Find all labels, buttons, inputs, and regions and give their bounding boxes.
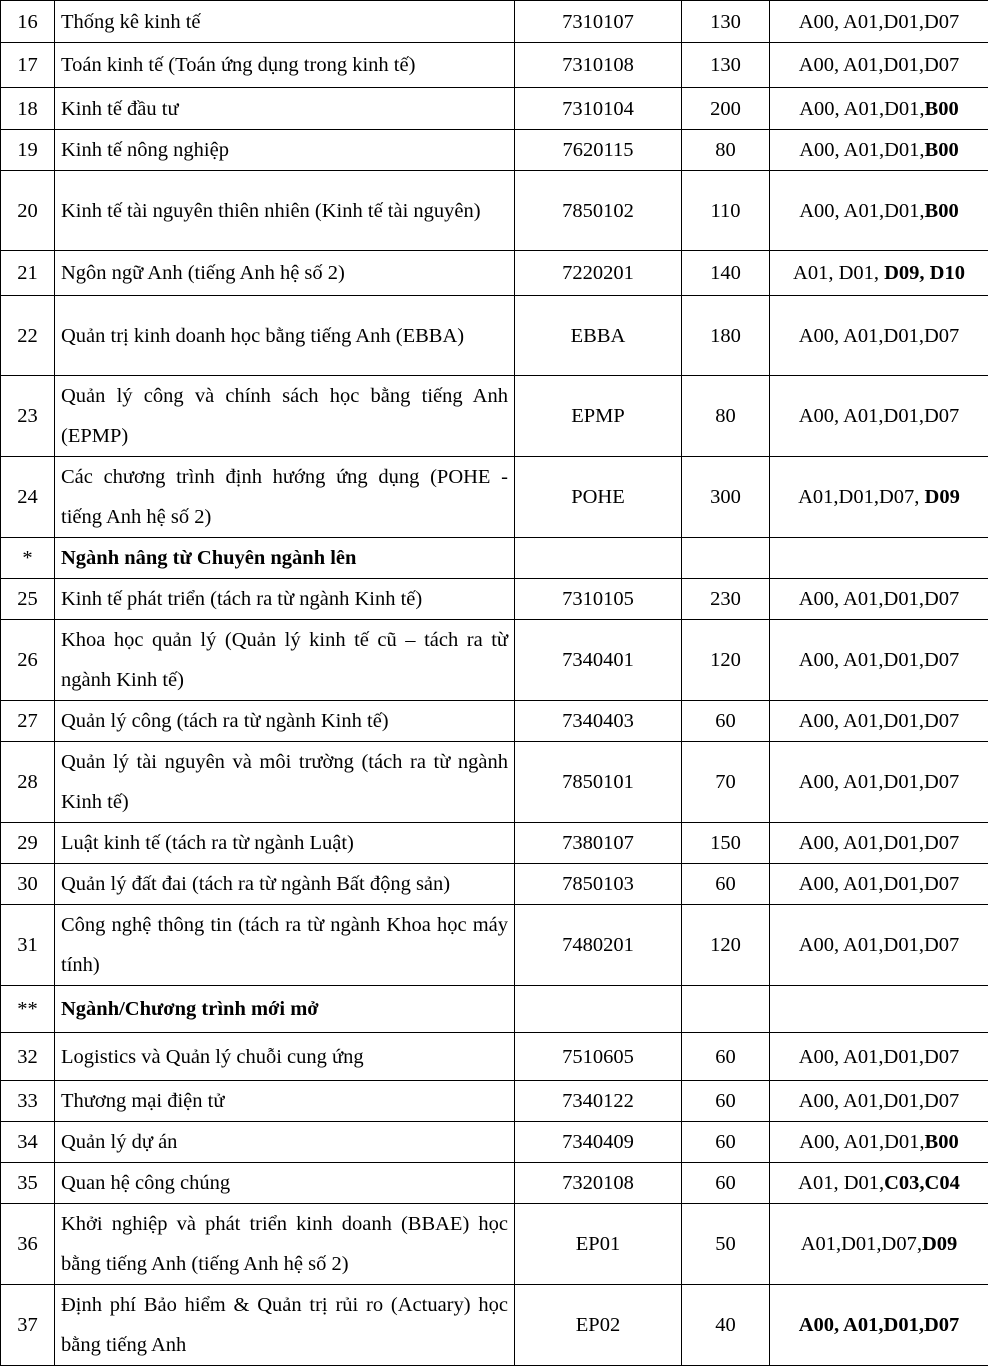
row-number: 24 (1, 457, 55, 538)
subject-code-segment: A01,D01,D07, (798, 486, 924, 508)
subject-combinations (770, 171, 988, 251)
quota: 110 (682, 171, 770, 251)
subject-combinations (770, 1081, 988, 1122)
quota: 60 (682, 1122, 770, 1163)
subject-code-segment: A00, A01,D01,D07 (799, 1046, 960, 1068)
program-name: Luật kinh tế (tách ra từ ngành Luật) (55, 823, 515, 864)
subject-combinations (770, 376, 988, 457)
table-row (1, 620, 988, 701)
program-code: 7340401 (515, 620, 682, 701)
table-row (1, 1285, 988, 1366)
table-row (1, 579, 988, 620)
subject-code-segment: A00, A01,D01,D07 (799, 832, 960, 854)
program-code: 7310104 (515, 88, 682, 130)
quota: 60 (682, 864, 770, 905)
subject-combinations (770, 620, 988, 701)
section-title: Ngành/Chương trình mới mở (55, 986, 515, 1033)
row-number: 30 (1, 864, 55, 905)
program-name: Quản lý đất đai (tách ra từ ngành Bất động sản) (55, 864, 515, 905)
program-code: 7310107 (515, 1, 682, 43)
subject-combinations (770, 538, 988, 579)
program-name: Định phí Bảo hiểm & Quản trị rủi ro (Actuary) học bằng tiếng Anh (55, 1285, 515, 1366)
program-code: EBBA (515, 296, 682, 376)
subject-code-segment: A00, A01,D01, (799, 98, 924, 120)
section-header-row (1, 986, 988, 1033)
subject-code-segment: A00, A01,D01,D07 (799, 710, 960, 732)
program-code: EP02 (515, 1285, 682, 1366)
row-number: 36 (1, 1204, 55, 1285)
table-row (1, 130, 988, 171)
subject-code-segment: B00 (925, 1131, 959, 1153)
program-code: 7850102 (515, 171, 682, 251)
program-code: 7340403 (515, 701, 682, 742)
program-name: Thương mại điện tử (55, 1081, 515, 1122)
row-number: 17 (1, 43, 55, 88)
program-name: Thống kê kinh tế (55, 1, 515, 43)
quota (682, 538, 770, 579)
quota: 140 (682, 251, 770, 296)
table-row (1, 1081, 988, 1122)
subject-combinations (770, 864, 988, 905)
subject-code-segment: A01,D01,D07, (801, 1233, 922, 1255)
subject-code-segment: A00, A01,D01,D07 (799, 405, 960, 427)
program-name: Kinh tế đầu tư (55, 88, 515, 130)
program-code: 7620115 (515, 130, 682, 171)
row-number: 35 (1, 1163, 55, 1204)
program-name: Công nghệ thông tin (tách ra từ ngành Khoa học máy tính) (55, 905, 515, 986)
subject-combinations (770, 701, 988, 742)
row-number: 23 (1, 376, 55, 457)
section-header-row (1, 538, 988, 579)
program-code: 7380107 (515, 823, 682, 864)
program-code: 7220201 (515, 251, 682, 296)
table-row (1, 1163, 988, 1204)
quota: 60 (682, 1081, 770, 1122)
program-name: Quản lý công và chính sách học bằng tiếng Anh (EPMP) (55, 376, 515, 457)
quota: 80 (682, 376, 770, 457)
program-code (515, 986, 682, 1033)
subject-combinations (770, 1122, 988, 1163)
table-row (1, 823, 988, 864)
row-number: 28 (1, 742, 55, 823)
table-row (1, 376, 988, 457)
table-row (1, 1, 988, 43)
program-name: Kinh tế nông nghiệp (55, 130, 515, 171)
subject-code-segment: D09, D10 (884, 262, 965, 284)
subject-code-segment: A00, A01,D01,D07 (799, 873, 960, 895)
program-code: 7480201 (515, 905, 682, 986)
subject-combinations (770, 130, 988, 171)
subject-code-segment: D09 (925, 486, 960, 508)
subject-combinations (770, 823, 988, 864)
subject-code-segment: A00, A01,D01,D07 (799, 649, 960, 671)
row-number: 37 (1, 1285, 55, 1366)
program-code: 7310108 (515, 43, 682, 88)
table-row (1, 171, 988, 251)
subject-code-segment: A01, D01, (798, 1172, 884, 1194)
subject-code-segment: A00, A01,D01,D07 (799, 588, 960, 610)
admissions-table-body (1, 1, 988, 1366)
row-number: 19 (1, 130, 55, 171)
row-number: 20 (1, 171, 55, 251)
program-code: 7850103 (515, 864, 682, 905)
program-code: 7340122 (515, 1081, 682, 1122)
subject-combinations (770, 986, 988, 1033)
table-row (1, 251, 988, 296)
row-number: 34 (1, 1122, 55, 1163)
program-name: Toán kinh tế (Toán ứng dụng trong kinh tế) (55, 43, 515, 88)
program-name: Kinh tế tài nguyên thiên nhiên (Kinh tế tài nguyên) (55, 171, 515, 251)
program-code: EP01 (515, 1204, 682, 1285)
table-row (1, 905, 988, 986)
subject-code-segment: A00, A01,D01,D07 (799, 54, 960, 76)
program-code: 7340409 (515, 1122, 682, 1163)
row-number: 33 (1, 1081, 55, 1122)
table-row (1, 1204, 988, 1285)
program-name: Quản lý dự án (55, 1122, 515, 1163)
subject-combinations (770, 579, 988, 620)
subject-code-segment: A01, D01, (793, 262, 884, 284)
subject-combinations (770, 251, 988, 296)
subject-code-segment: A00, A01,D01, (799, 200, 924, 222)
subject-combinations (770, 1285, 988, 1366)
program-code: 7850101 (515, 742, 682, 823)
row-number: 22 (1, 296, 55, 376)
table-row (1, 864, 988, 905)
subject-combinations (770, 742, 988, 823)
program-name: Khởi nghiệp và phát triển kinh doanh (BBAE) học bằng tiếng Anh (tiếng Anh hệ số 2) (55, 1204, 515, 1285)
subject-code-segment: A00, A01,D01,D07 (799, 934, 960, 956)
quota: 150 (682, 823, 770, 864)
subject-code-segment: B00 (925, 139, 959, 161)
quota: 60 (682, 1163, 770, 1204)
section-marker: ** (1, 986, 55, 1033)
subject-combinations (770, 1163, 988, 1204)
row-number: 27 (1, 701, 55, 742)
section-title: Ngành nâng từ Chuyên ngành lên (55, 538, 515, 579)
subject-combinations (770, 457, 988, 538)
table-row (1, 1033, 988, 1081)
program-code: POHE (515, 457, 682, 538)
program-code: 7510605 (515, 1033, 682, 1081)
subject-code-segment: A00, A01,D01,D07 (799, 325, 960, 347)
row-number: 26 (1, 620, 55, 701)
subject-combinations (770, 1204, 988, 1285)
subject-code-segment: B00 (925, 98, 959, 120)
program-name: Kinh tế phát triển (tách ra từ ngành Kinh tế) (55, 579, 515, 620)
subject-code-segment: A00, A01,D01,D07 (799, 1090, 960, 1112)
subject-combinations (770, 1033, 988, 1081)
quota: 230 (682, 579, 770, 620)
subject-code-segment: B00 (925, 200, 959, 222)
table-row (1, 296, 988, 376)
program-code: 7310105 (515, 579, 682, 620)
table-row (1, 1122, 988, 1163)
row-number: 32 (1, 1033, 55, 1081)
quota: 60 (682, 701, 770, 742)
row-number: 21 (1, 251, 55, 296)
subject-code-segment: A00, A01,D01,D07 (799, 771, 960, 793)
subject-code-segment: D09 (922, 1233, 957, 1255)
subject-code-segment: A00, A01,D01, (799, 1131, 924, 1153)
quota (682, 986, 770, 1033)
program-name: Quản trị kinh doanh học bằng tiếng Anh (EBBA) (55, 296, 515, 376)
subject-combinations (770, 296, 988, 376)
row-number: 18 (1, 88, 55, 130)
quota: 80 (682, 130, 770, 171)
quota: 50 (682, 1204, 770, 1285)
program-code (515, 538, 682, 579)
program-name: Quan hệ công chúng (55, 1163, 515, 1204)
quota: 70 (682, 742, 770, 823)
subject-code-segment: C03,C04 (884, 1172, 960, 1194)
subject-combinations (770, 1, 988, 43)
quota: 40 (682, 1285, 770, 1366)
program-name: Ngôn ngữ Anh (tiếng Anh hệ số 2) (55, 251, 515, 296)
program-name: Logistics và Quản lý chuỗi cung ứng (55, 1033, 515, 1081)
quota: 200 (682, 88, 770, 130)
program-name: Quản lý công (tách ra từ ngành Kinh tế) (55, 701, 515, 742)
program-name: Các chương trình định hướng ứng dụng (POHE - tiếng Anh hệ số 2) (55, 457, 515, 538)
quota: 300 (682, 457, 770, 538)
table-row (1, 742, 988, 823)
row-number: 31 (1, 905, 55, 986)
program-name: Quản lý tài nguyên và môi trường (tách ra từ ngành Kinh tế) (55, 742, 515, 823)
quota: 130 (682, 43, 770, 88)
subject-code-segment: A00, A01,D01, (799, 139, 924, 161)
quota: 60 (682, 1033, 770, 1081)
subject-code-segment: A00, A01,D01,D07 (799, 1314, 960, 1336)
quota: 120 (682, 905, 770, 986)
program-code: 7320108 (515, 1163, 682, 1204)
subject-combinations (770, 88, 988, 130)
subject-combinations (770, 905, 988, 986)
row-number: 25 (1, 579, 55, 620)
row-number: 16 (1, 1, 55, 43)
table-row (1, 457, 988, 538)
quota: 130 (682, 1, 770, 43)
quota: 180 (682, 296, 770, 376)
table-row (1, 88, 988, 130)
program-name: Khoa học quản lý (Quản lý kinh tế cũ – tách ra từ ngành Kinh tế) (55, 620, 515, 701)
quota: 120 (682, 620, 770, 701)
table-row (1, 701, 988, 742)
section-marker: * (1, 538, 55, 579)
subject-code-segment: A00, A01,D01,D07 (799, 11, 960, 33)
table-row (1, 43, 988, 88)
subject-combinations (770, 43, 988, 88)
row-number: 29 (1, 823, 55, 864)
program-code: EPMP (515, 376, 682, 457)
